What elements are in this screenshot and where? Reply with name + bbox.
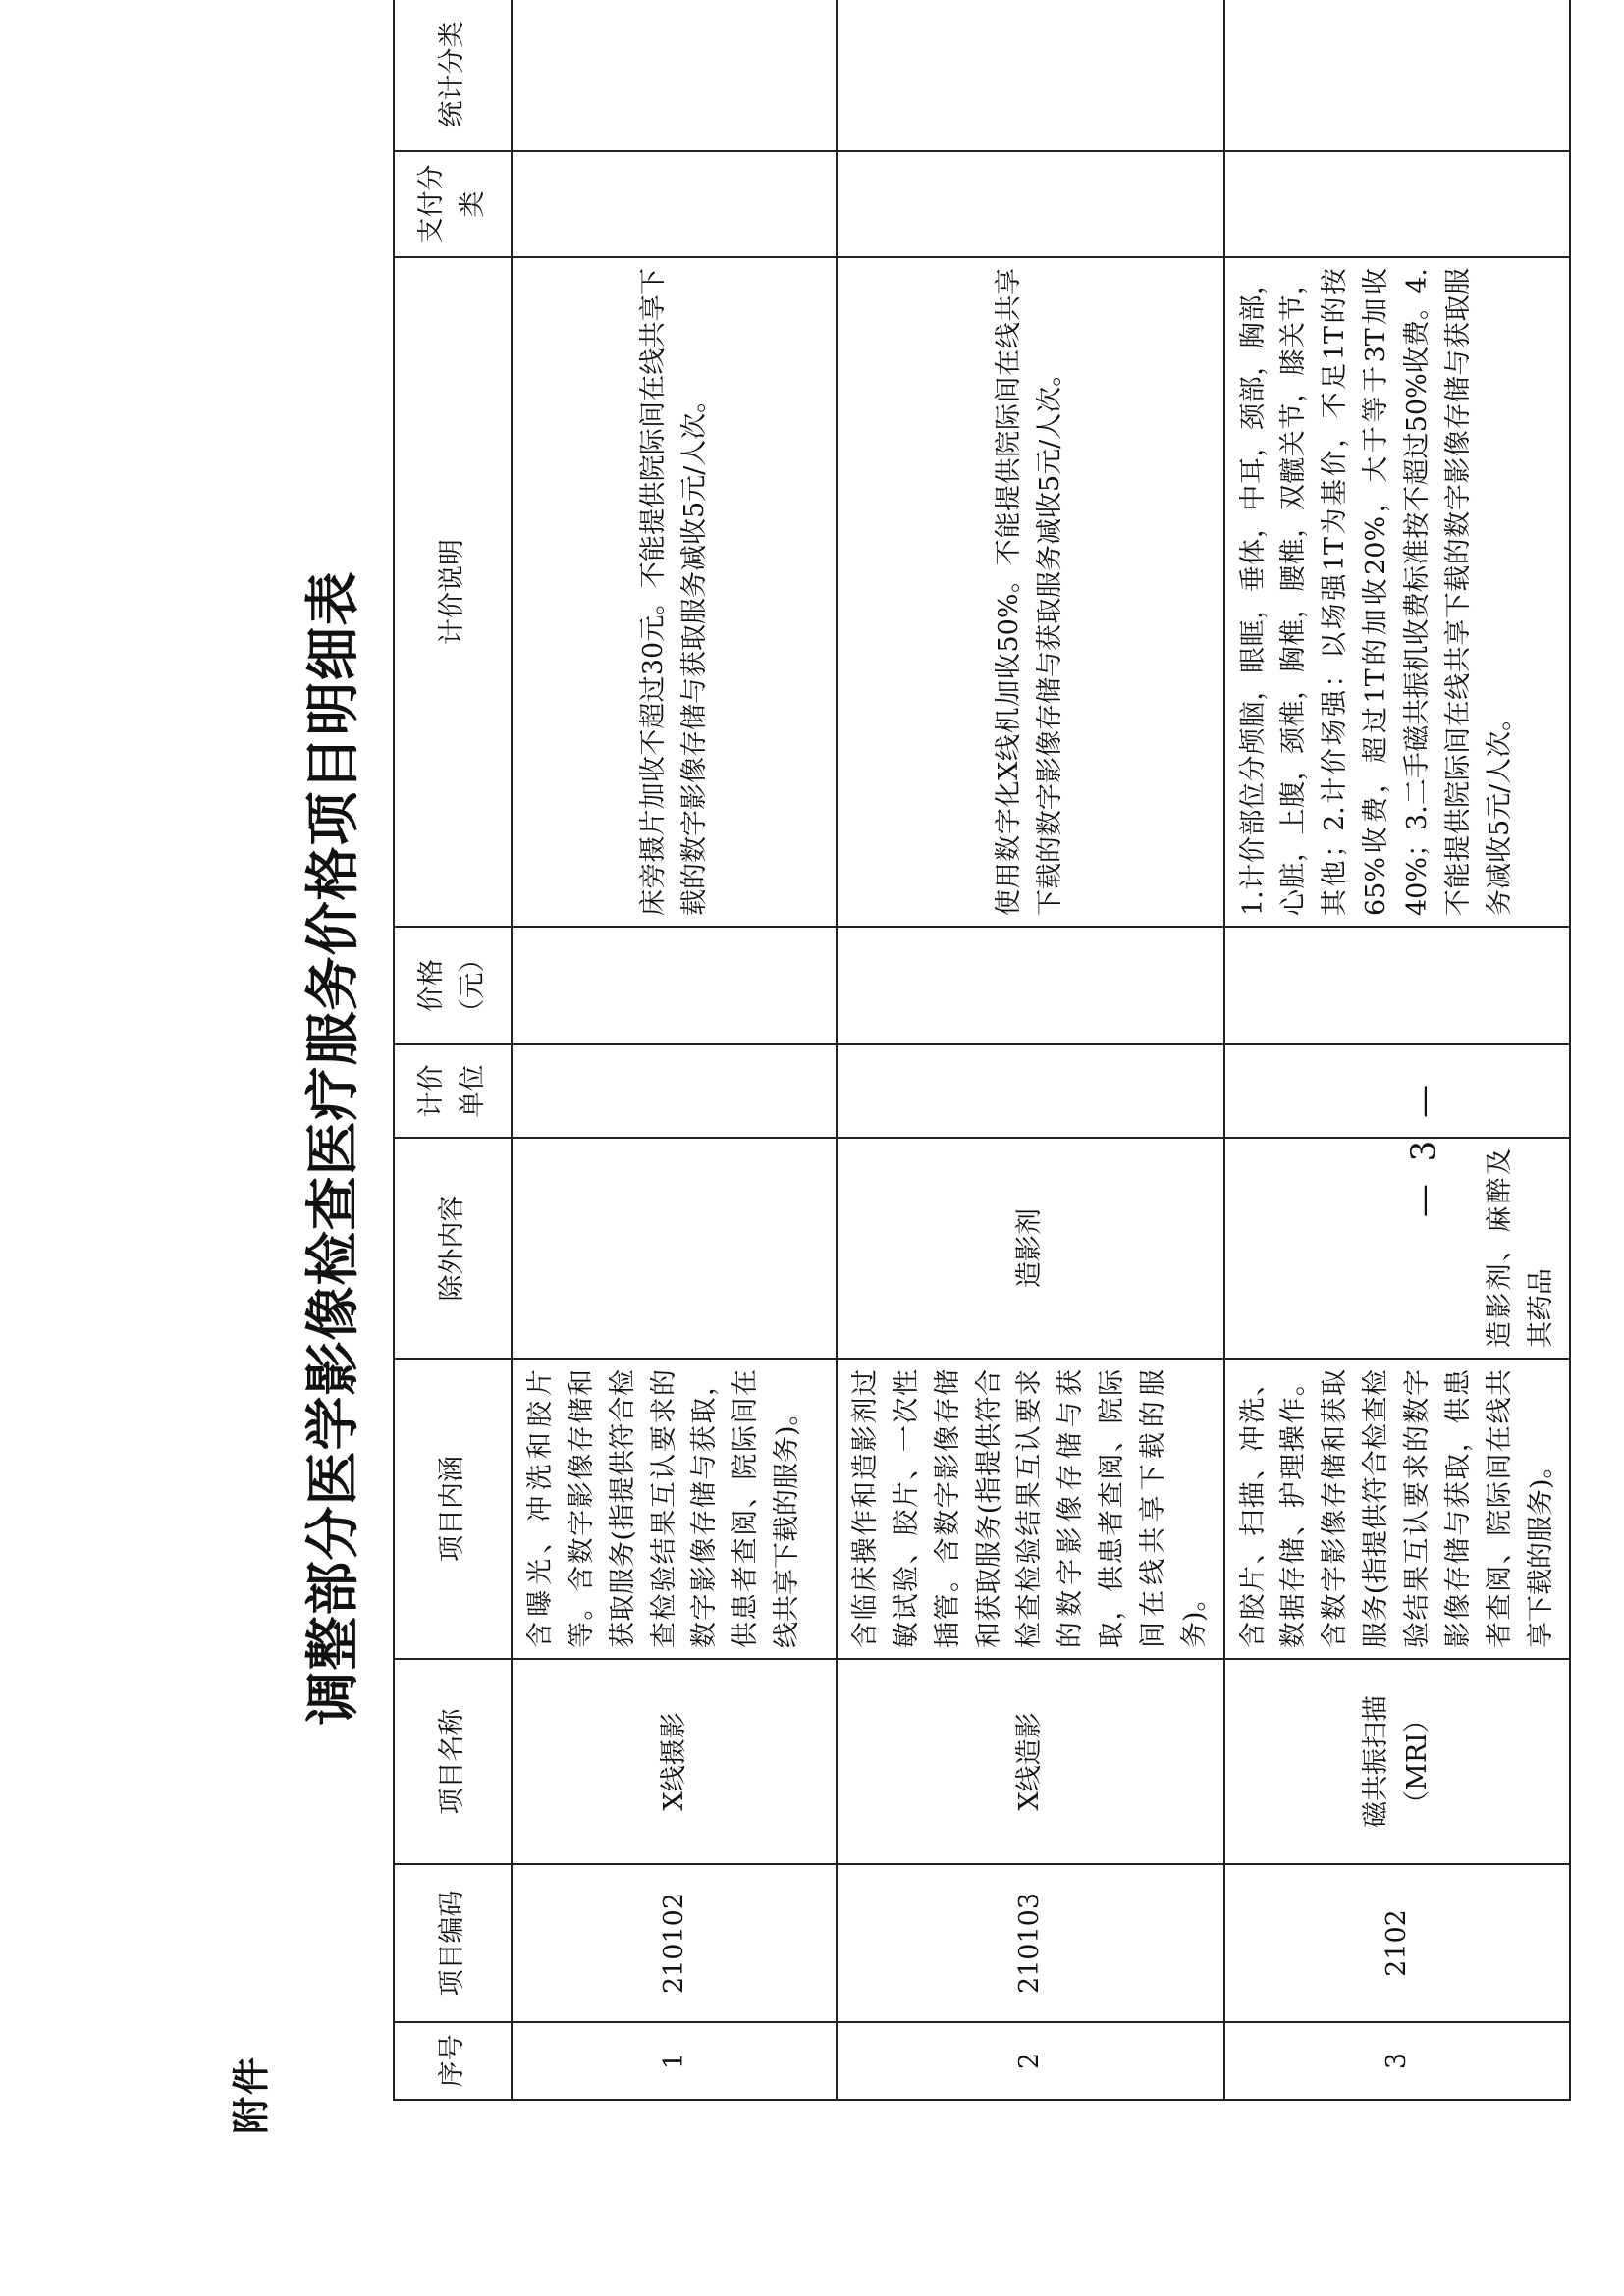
cell-code: 210102 <box>512 1864 837 2022</box>
table-row <box>512 0 837 2100</box>
cell-notes: 1.计价部位分颅脑，眼眶，垂体，中耳，颈部，胸部，心脏，上腹，颈椎，胸椎，腰椎，双髋关节，膝关节，其他；2.计价场强：以场强1T为基价，不足1T的按65%收费，超过1T的加收20%，大于等于3T加收40%；3.二手磁共振机收费标准按不超过50%收费。4.不能提供院际间在线共享下载的数字影像存储与获取服务减收5元/人次。 <box>1224 257 1571 927</box>
cell-price <box>837 927 1224 1044</box>
cell-exclusions: 造影剂 <box>837 1138 1224 1359</box>
table-header-row <box>394 0 512 2100</box>
cell-stat <box>1224 0 1571 151</box>
table-row <box>837 0 1224 2100</box>
header-name: 项目名称 <box>394 1659 512 1864</box>
document-title: 调整部分医学影像检查医疗服务价格项目明细表 <box>301 570 364 1726</box>
cell-content: 含胶片、扫描、冲洗、数据存储、护理操作。含数字影像存储和获取服务(指提供符合检查检验结果互认要求的数字影像存储与获取，供患者查阅、院际间在线共享下载的服务)。 <box>1224 1359 1571 1659</box>
cell-seq: 3 <box>1224 2022 1571 2100</box>
cell-unit <box>1224 1044 1571 1138</box>
cell-content: 含临床操作和造影剂过敏试验、胶片、一次性插管。含数字影像存储和获取服务(指提供符合检查检验结果互认要求的数字影像存储与获取，供患者查阅、院际间在线共享下载的服务)。 <box>837 1359 1224 1659</box>
header-stat: 统计分类 <box>394 0 512 151</box>
cell-name: X线摄影 <box>512 1659 837 1864</box>
header-payment: 支付分类 <box>394 151 512 257</box>
cell-payment <box>837 151 1224 257</box>
cell-stat <box>512 0 837 151</box>
price-item-table <box>393 0 1571 2101</box>
header-code: 项目编码 <box>394 1864 512 2022</box>
cell-name: 磁共振扫描（MRI） <box>1224 1659 1571 1864</box>
cell-payment <box>512 151 837 257</box>
cell-price <box>1224 927 1571 1044</box>
cell-unit <box>512 1044 837 1138</box>
cell-seq: 2 <box>837 2022 1224 2100</box>
cell-code: 210103 <box>837 1864 1224 2022</box>
cell-stat <box>837 0 1224 151</box>
cell-name: X线造影 <box>837 1659 1224 1864</box>
cell-price <box>512 927 837 1044</box>
header-price: 价格（元） <box>394 927 512 1044</box>
header-unit: 计价单位 <box>394 1044 512 1138</box>
cell-notes: 使用数字化X线机加收50%。不能提供院际间在线共享下载的数字影像存储与获取服务减收5元/人次。 <box>837 257 1224 927</box>
cell-seq: 1 <box>512 2022 837 2100</box>
header-exclusions: 除外内容 <box>394 1138 512 1359</box>
page-number: — 3 — <box>1404 1078 1443 1218</box>
header-content: 项目内涵 <box>394 1359 512 1659</box>
attachment-label: 附件 <box>230 2055 273 2134</box>
header-seq: 序号 <box>394 2022 512 2100</box>
header-notes: 计价说明 <box>394 257 512 927</box>
cell-unit <box>837 1044 1224 1138</box>
cell-notes: 床旁摄片加收不超过30元。不能提供院际间在线共享下载的数字影像存储与获取服务减收5元/人次。 <box>512 257 837 927</box>
cell-payment <box>1224 151 1571 257</box>
cell-exclusions: 造影剂、麻醉及其药品 <box>1224 1138 1571 1359</box>
table-row <box>1224 0 1571 2100</box>
cell-content: 含曝光、冲洗和胶片等。含数字影像存储和获取服务(指提供符合检查检验结果互认要求的数字影像存储与获取，供患者查阅、院际间在线共享下载的服务)。 <box>512 1359 837 1659</box>
cell-code: 2102 <box>1224 1864 1571 2022</box>
cell-exclusions <box>512 1138 837 1359</box>
